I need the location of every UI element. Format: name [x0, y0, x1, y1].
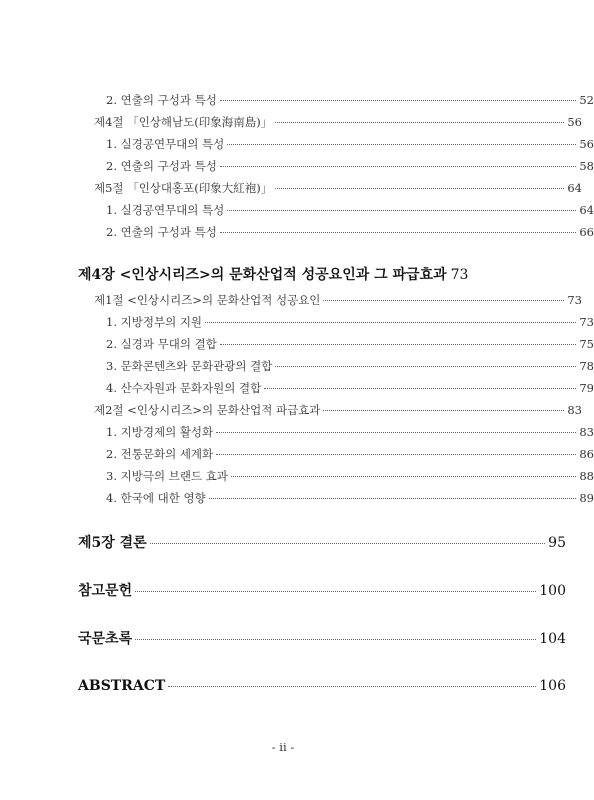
toc-section[interactable]: [0, 292, 582, 308]
dot-leader: [227, 144, 576, 145]
toc-entry-page: 75: [579, 337, 594, 351]
toc-entry-label: 3. 지방극의 브랜드 효과: [106, 469, 228, 483]
toc-entry-label: 2. 전통문화의 세계화: [106, 447, 214, 461]
toc-entry-label: 제2절 <인상시리즈>의 문화산업적 파급효과: [94, 403, 321, 417]
toc-entry[interactable]: [0, 336, 594, 352]
toc-entry-label: 1. 지방경제의 활성화: [106, 425, 214, 439]
toc-entry[interactable]: [0, 446, 594, 462]
toc-entry-label: 1. 실경공연무대의 특성: [106, 137, 225, 151]
toc-entry[interactable]: [0, 202, 594, 218]
toc-entry-page: 66: [579, 225, 594, 239]
dot-leader: [209, 498, 577, 499]
dot-leader: [216, 432, 576, 433]
toc-entry-page: 73: [567, 293, 582, 307]
dot-leader: [275, 122, 564, 123]
toc-entry-page: 56: [579, 137, 594, 151]
page-number: - ii -: [271, 740, 295, 754]
dot-leader: [220, 232, 577, 233]
toc-chapter[interactable]: [0, 678, 566, 694]
toc-entry-page: 78: [579, 359, 594, 373]
toc-entry-page: 89: [579, 491, 594, 505]
dot-leader: [323, 300, 564, 301]
toc-chapter-page: 106: [539, 678, 566, 694]
toc-entry-label: 2. 연출의 구성과 특성: [106, 93, 217, 107]
toc-chapter[interactable]: [0, 580, 566, 600]
toc-entry[interactable]: [0, 314, 594, 330]
toc-entry-page: 56: [567, 115, 582, 129]
dot-leader: [264, 388, 576, 389]
toc-entry-page: 83: [579, 425, 594, 439]
toc-chapter-label: 제5장 결론: [78, 535, 147, 551]
toc-entry[interactable]: [0, 158, 594, 174]
toc-entry-page: 83: [567, 403, 582, 417]
toc-entry-label: 제4절 「인상해남도(印象海南島)」: [94, 115, 273, 129]
toc-entry-label: 2. 실경과 무대의 결합: [106, 337, 217, 351]
toc-chapter[interactable]: [0, 628, 566, 648]
toc-chapter-label: 참고문헌: [78, 583, 133, 599]
toc-entry-label: 2. 연출의 구성과 특성: [106, 159, 217, 173]
toc-entry[interactable]: [0, 424, 594, 440]
toc-entry[interactable]: [0, 358, 594, 374]
toc-chapter[interactable]: [0, 264, 566, 284]
toc-chapter-page: 95: [548, 535, 566, 551]
toc-entry-page: 79: [579, 381, 594, 395]
toc-section[interactable]: [0, 402, 582, 418]
toc-entry-page: 73: [579, 315, 594, 329]
toc-entry-label: 1. 실경공연무대의 특성: [106, 203, 225, 217]
toc-entry-page: 86: [579, 447, 594, 461]
toc-entry[interactable]: [0, 490, 594, 506]
toc-entry[interactable]: [0, 136, 594, 152]
dot-leader: [275, 366, 576, 367]
toc-entry-page: 64: [579, 203, 594, 217]
toc-entry-label: 4. 한국에 대한 영향: [106, 491, 206, 505]
toc-entry-label: 3. 문화콘텐츠와 문화관광의 결합: [106, 359, 273, 373]
toc-entry-label: 2. 연출의 구성과 특성: [106, 225, 217, 239]
dot-leader: [220, 166, 577, 167]
dot-leader: [227, 210, 576, 211]
toc-entry[interactable]: [0, 380, 594, 396]
dot-leader: [220, 344, 577, 345]
toc-entry-label: 제1절 <인상시리즈>의 문화산업적 성공요인: [94, 293, 321, 307]
toc-chapter-page: 100: [539, 583, 566, 599]
toc-chapter-label: ABSTRACT: [78, 678, 166, 694]
toc-section[interactable]: [0, 180, 582, 196]
toc-chapter-label: 제4장 <인상시리즈>의 문화산업적 성공요인과 그 파급효과: [78, 267, 447, 283]
dot-leader: [135, 591, 536, 592]
toc-chapter[interactable]: [0, 532, 566, 552]
dot-leader: [135, 639, 536, 640]
dot-leader: [168, 686, 536, 687]
toc-entry-page: 64: [567, 181, 582, 195]
dot-leader: [275, 188, 564, 189]
toc-entry-page: 88: [579, 469, 594, 483]
toc-entry-label: 제5절 「인상대홍포(印象大紅袍)」: [94, 181, 273, 195]
toc-chapter-page: 104: [539, 631, 566, 647]
dot-leader: [216, 454, 576, 455]
dot-leader: [205, 322, 576, 323]
toc-entry-label: 4. 산수자원과 문화자원의 결합: [106, 381, 262, 395]
toc-entry[interactable]: [0, 224, 594, 240]
toc-entry-page: 58: [579, 159, 594, 173]
toc-entry[interactable]: [0, 468, 594, 484]
toc-entry-label: 1. 지방정부의 지원: [106, 315, 203, 329]
dot-leader: [323, 410, 564, 411]
toc-entry-page: 52: [579, 93, 594, 107]
dot-leader: [220, 100, 577, 101]
toc-chapter-label: 국문초록: [78, 631, 133, 647]
dot-leader: [231, 476, 576, 477]
dot-leader: [150, 543, 545, 544]
toc-entry[interactable]: [0, 92, 594, 108]
toc-chapter-page: 73: [450, 267, 469, 283]
toc-section[interactable]: [0, 114, 582, 130]
